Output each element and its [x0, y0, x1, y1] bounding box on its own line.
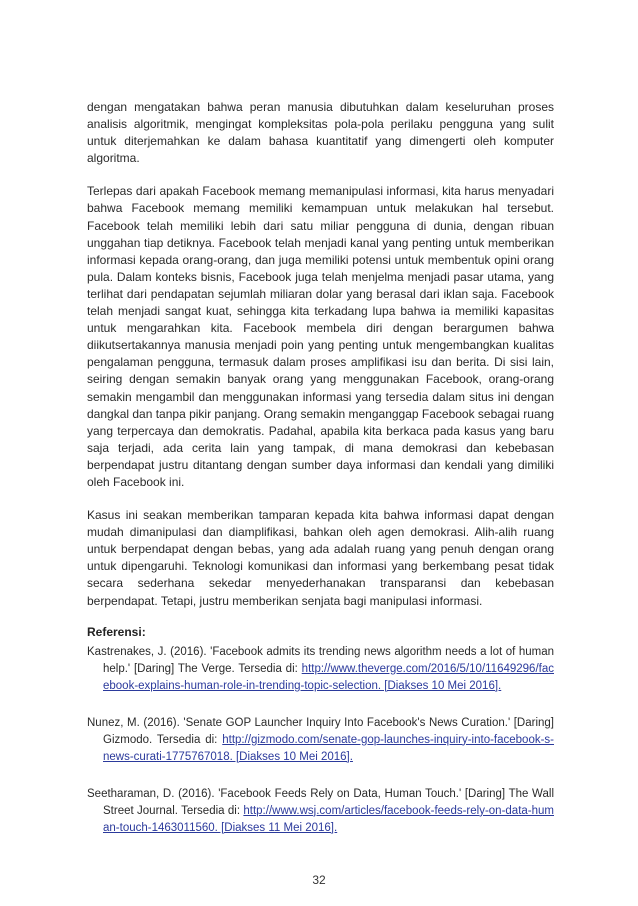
- reference-2-link[interactable]: http://gizmodo.com/senate-gop-launches-inquiry-into-facebook-s-news-curati-1775767018. [Diakses 10 Mei 2016].: [103, 733, 554, 763]
- body-paragraph-3: Kasus ini seakan memberikan tamparan kepada kita bahwa informasi dapat dengan mudah dimanipulasi dan diamplifikasi, bahkan oleh agen demokrasi. Alih-alih ruang untuk berpendapat dengan bebas, yang ada adalah ruang yang penuh dengan orang untuk dipengaruhi. Teknologi komunikasi dan informasi yang berkembang pesat tidak secara sederhana sekedar menyederhanakan transparansi dan kebebasan berpendapat. Tetapi, justru memberikan senjata bagi manipulasi informasi.: [87, 508, 554, 608]
- reference-item-3: [87, 786, 554, 837]
- body-paragraph-1: dengan mengatakan bahwa peran manusia dibutuhkan dalam keseluruhan proses analisis algoritmik, mengingat kompleksitas pola-pola perilaku pengguna yang sulit untuk diterjemahkan ke dalam bahasa kuantitatif yang dimengerti oleh komputer algoritma.: [87, 100, 554, 166]
- body-paragraph-2: Terlepas dari apakah Facebook memang memanipulasi informasi, kita harus menyadari bahwa Facebook memang memiliki kemampuan untuk melakukan hal tersebut. Facebook telah memiliki lebih dari satu miliar pengguna di dunia, dengan ribuan unggahan tiap detiknya. Facebook telah menjadi kanal yang penting untuk memberikan informasi kepada orang-orang, dan juga memiliki potensi untuk membentuk opini orang pula. Dalam konteks bisnis, Facebook juga telah menjelma menjadi pasar utama, yang terlihat dari pendapatan sejumlah miliaran dolar yang berasal dari iklan saja. Facebook telah menjadi sangat kuat, sehingga kita terkadang lupa bahwa ia memiliki kapasitas untuk mengarahkan kita. Facebook membela diri dengan berargumen bahwa diikutsertakannya manusia menjadi poin yang penting untuk mengembangkan kualitas pengalaman pengguna, termasuk dalam proses amplifikasi isu dan berita. Di sisi lain, seiring dengan semakin banyak orang yang menggunakan Facebook, orang-orang semakin mengambil dan menggunakan informasi yang tersedia dalam situs ini dengan dangkal dan tanpa pikir panjang. Orang semakin menganggap Facebook sebagai ruang yang terpercaya dan demokratis. Padahal, apabila kita berkaca pada kasus yang baru saja terjadi, ada cerita lain yang tampak, di mana demokrasi dan kebebasan berpendapat justru ditantang dengan sumber daya informasi dan kendali yang dimiliki oleh Facebook ini.: [87, 184, 554, 489]
- reference-3-link[interactable]: http://www.wsj.com/articles/facebook-feeds-rely-on-data-human-touch-1463011560. [Diakses 11 Mei 2016].: [103, 804, 554, 834]
- reference-item-1: [87, 644, 554, 695]
- references-heading: Referensi:: [87, 624, 146, 639]
- reference-2-text: Nunez, M. (2016). 'Senate GOP Launcher Inquiry Into Facebook's News Curation.' [Daring] Gizmodo. Tersedia di:: [87, 716, 554, 746]
- reference-1-link[interactable]: http://www.theverge.com/2016/5/10/11649296/facebook-explains-human-role-in-trending-topic-selection. [Diakses 10 Mei 2016].: [103, 662, 554, 692]
- reference-1-text: Kastrenakes, J. (2016). 'Facebook admits its trending news algorithm needs a lot of human help.' [Daring] The Verge. Tersedia di:: [87, 645, 554, 675]
- reference-3-text: Seetharaman, D. (2016). 'Facebook Feeds Rely on Data, Human Touch.' [Daring] The Wall Street Journal. Tersedia di:: [87, 787, 554, 817]
- document-page: [87, 99, 554, 857]
- page-number: 32: [312, 873, 326, 887]
- reference-item-2: [87, 715, 554, 766]
